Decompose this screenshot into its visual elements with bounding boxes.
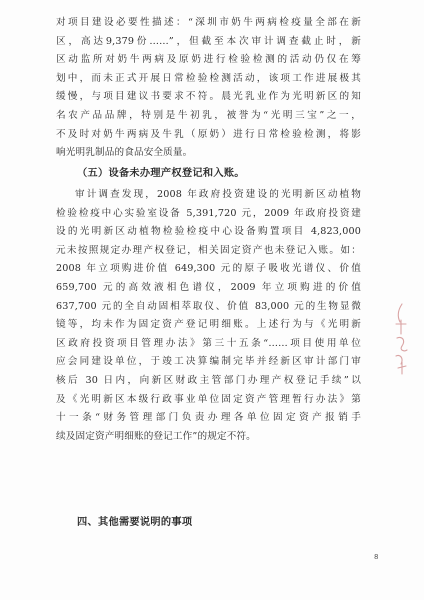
paragraph-line: 镜等，均未作为固定资产登记明细账。上述行为与《光明新 (56, 319, 361, 331)
paragraph-line: 划中，而未正式开展日常检验检测活动，该项工作进展极其 (56, 72, 361, 84)
stamp-mark (388, 300, 414, 378)
paragraph-line: 十一条“财务管理部门负责办理各单位固定资产报销手 (56, 412, 361, 424)
paragraph-line: 元未按照规定办理产权登记，相关固定资产也未登记入账。如： (56, 244, 361, 256)
paragraph-line: 637,700 元的全自动固相萃取仪、价值 83,000 元的生物显微 (56, 300, 361, 312)
paragraph-line: 设的光明新区动植物检验检疫中心设备购置项目 4,823,000 (56, 226, 361, 238)
section-5-heading: （五）设备未办理产权登记和入账。 (77, 168, 245, 179)
section-5 (56, 164, 361, 446)
paragraph-line: 检验检疫中心实验室设备 5,391,720 元，2009 年政府投资建 (56, 207, 361, 219)
paragraph-line: 及《光明新区本级行政事业单位固定资产管理暂行办法》第 (56, 393, 361, 405)
paragraph-line: 区，高达9,379份……”，但截至本次审计调查截止时，新 (56, 35, 361, 47)
paragraph-line: 审计调查发现，2008 年政府投资建设的光明新区动植物 (75, 189, 361, 200)
paragraph-line: 续及固定资产明细账的登记工作”的规定不符。 (56, 430, 256, 442)
page-number: 8 (374, 553, 379, 561)
paragraph-line: 659,700 元的高效液相色谱仪，2009 年立项购进的价值 (56, 281, 361, 293)
paragraph-line: 区动监所对奶牛两病及原奶进行检验检测的活动仍仅在筹 (56, 54, 361, 66)
paragraph-line: 不及时对奶牛两病及牛乳（原奶）进行日常检验检测，将影 (56, 128, 361, 140)
paragraph-line: 区政府投资项目管理办法》第三十五条“……项目使用单位 (56, 337, 361, 349)
paragraph-line: 应会同建设单位，于竣工决算编制完毕并经新区审计部门审 (56, 356, 361, 368)
paragraph-line: 名农产品品牌，特别是牛初乳，被誉为“光明三宝”之一， (56, 109, 361, 121)
paragraph-line: 2008 年立项购进价值 649,300 元的原子吸收光谱仪、价值 (56, 263, 361, 275)
paragraph-project-necessity (56, 14, 361, 163)
stamp-icon (388, 300, 414, 378)
paragraph-line: 响光明乳制品的食品安全质量。 (56, 147, 193, 159)
paragraph-line: 核后 30 日内，向新区财政主管部门办理产权登记手续”以 (56, 374, 361, 386)
paragraph-line: 对项目建设必要性描述：“深圳市奶牛两病检疫量全部在新 (56, 17, 361, 28)
section-4-heading: 四、其他需要说明的事项 (77, 517, 193, 528)
section-4 (56, 513, 361, 533)
paragraph-line: 缓慢，与项目建议书要求不符。晨光乳业作为光明新区的知 (56, 91, 361, 103)
section-5-body (56, 186, 361, 446)
